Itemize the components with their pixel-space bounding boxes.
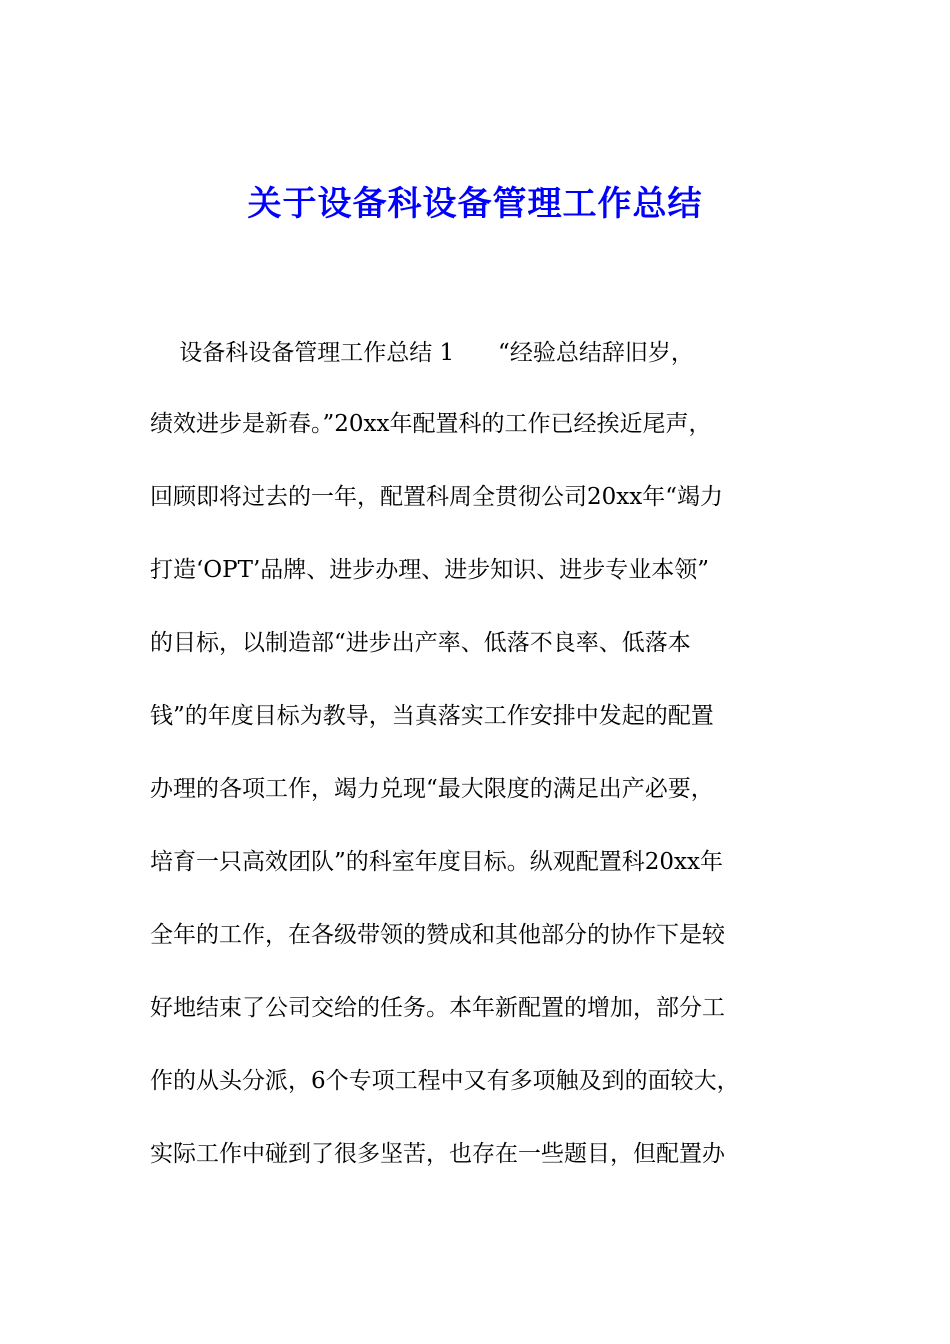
body-line: 的目标，以制造部“进步出产率、低落不良率、低落本 [150, 630, 691, 656]
body-line: 办理的各项工作，竭力兑现“最大限度的满足出产必要， [150, 776, 714, 802]
document-title: 关于设备科设备管理工作总结 [247, 184, 703, 224]
body-line: 全年的工作，在各级带领的赞成和其他部分的协作下是较 [150, 922, 725, 948]
body-line: 绩效进步是新春。”20xx年配置科的工作已经挨近尾声， [150, 411, 712, 437]
body-line: 回顾即将过去的一年，配置科周全贯彻公司20xx年“竭力 [150, 484, 723, 510]
body-line: 作的从头分派，6个专项工程中又有多项触及到的面较大， [150, 1068, 740, 1094]
body-line: 培育一只高效团队”的科室年度目标。纵观配置科20xx年 [150, 849, 723, 875]
body-line: 钱”的年度目标为教导，当真落实工作安排中发起的配置 [150, 703, 714, 729]
body-line: 好地结束了公司交给的任务。本年新配置的增加，部分工 [150, 995, 725, 1021]
body-line: 设备科设备管理工作总结 1 “经验总结辞旧岁， [150, 340, 694, 366]
body-line: 打造‘OPT’品牌、进步办理、进步知识、进步专业本领” [150, 557, 710, 583]
body-line: 实际工作中碰到了很多坚苦，也存在一些题目，但配置办 [150, 1141, 725, 1167]
